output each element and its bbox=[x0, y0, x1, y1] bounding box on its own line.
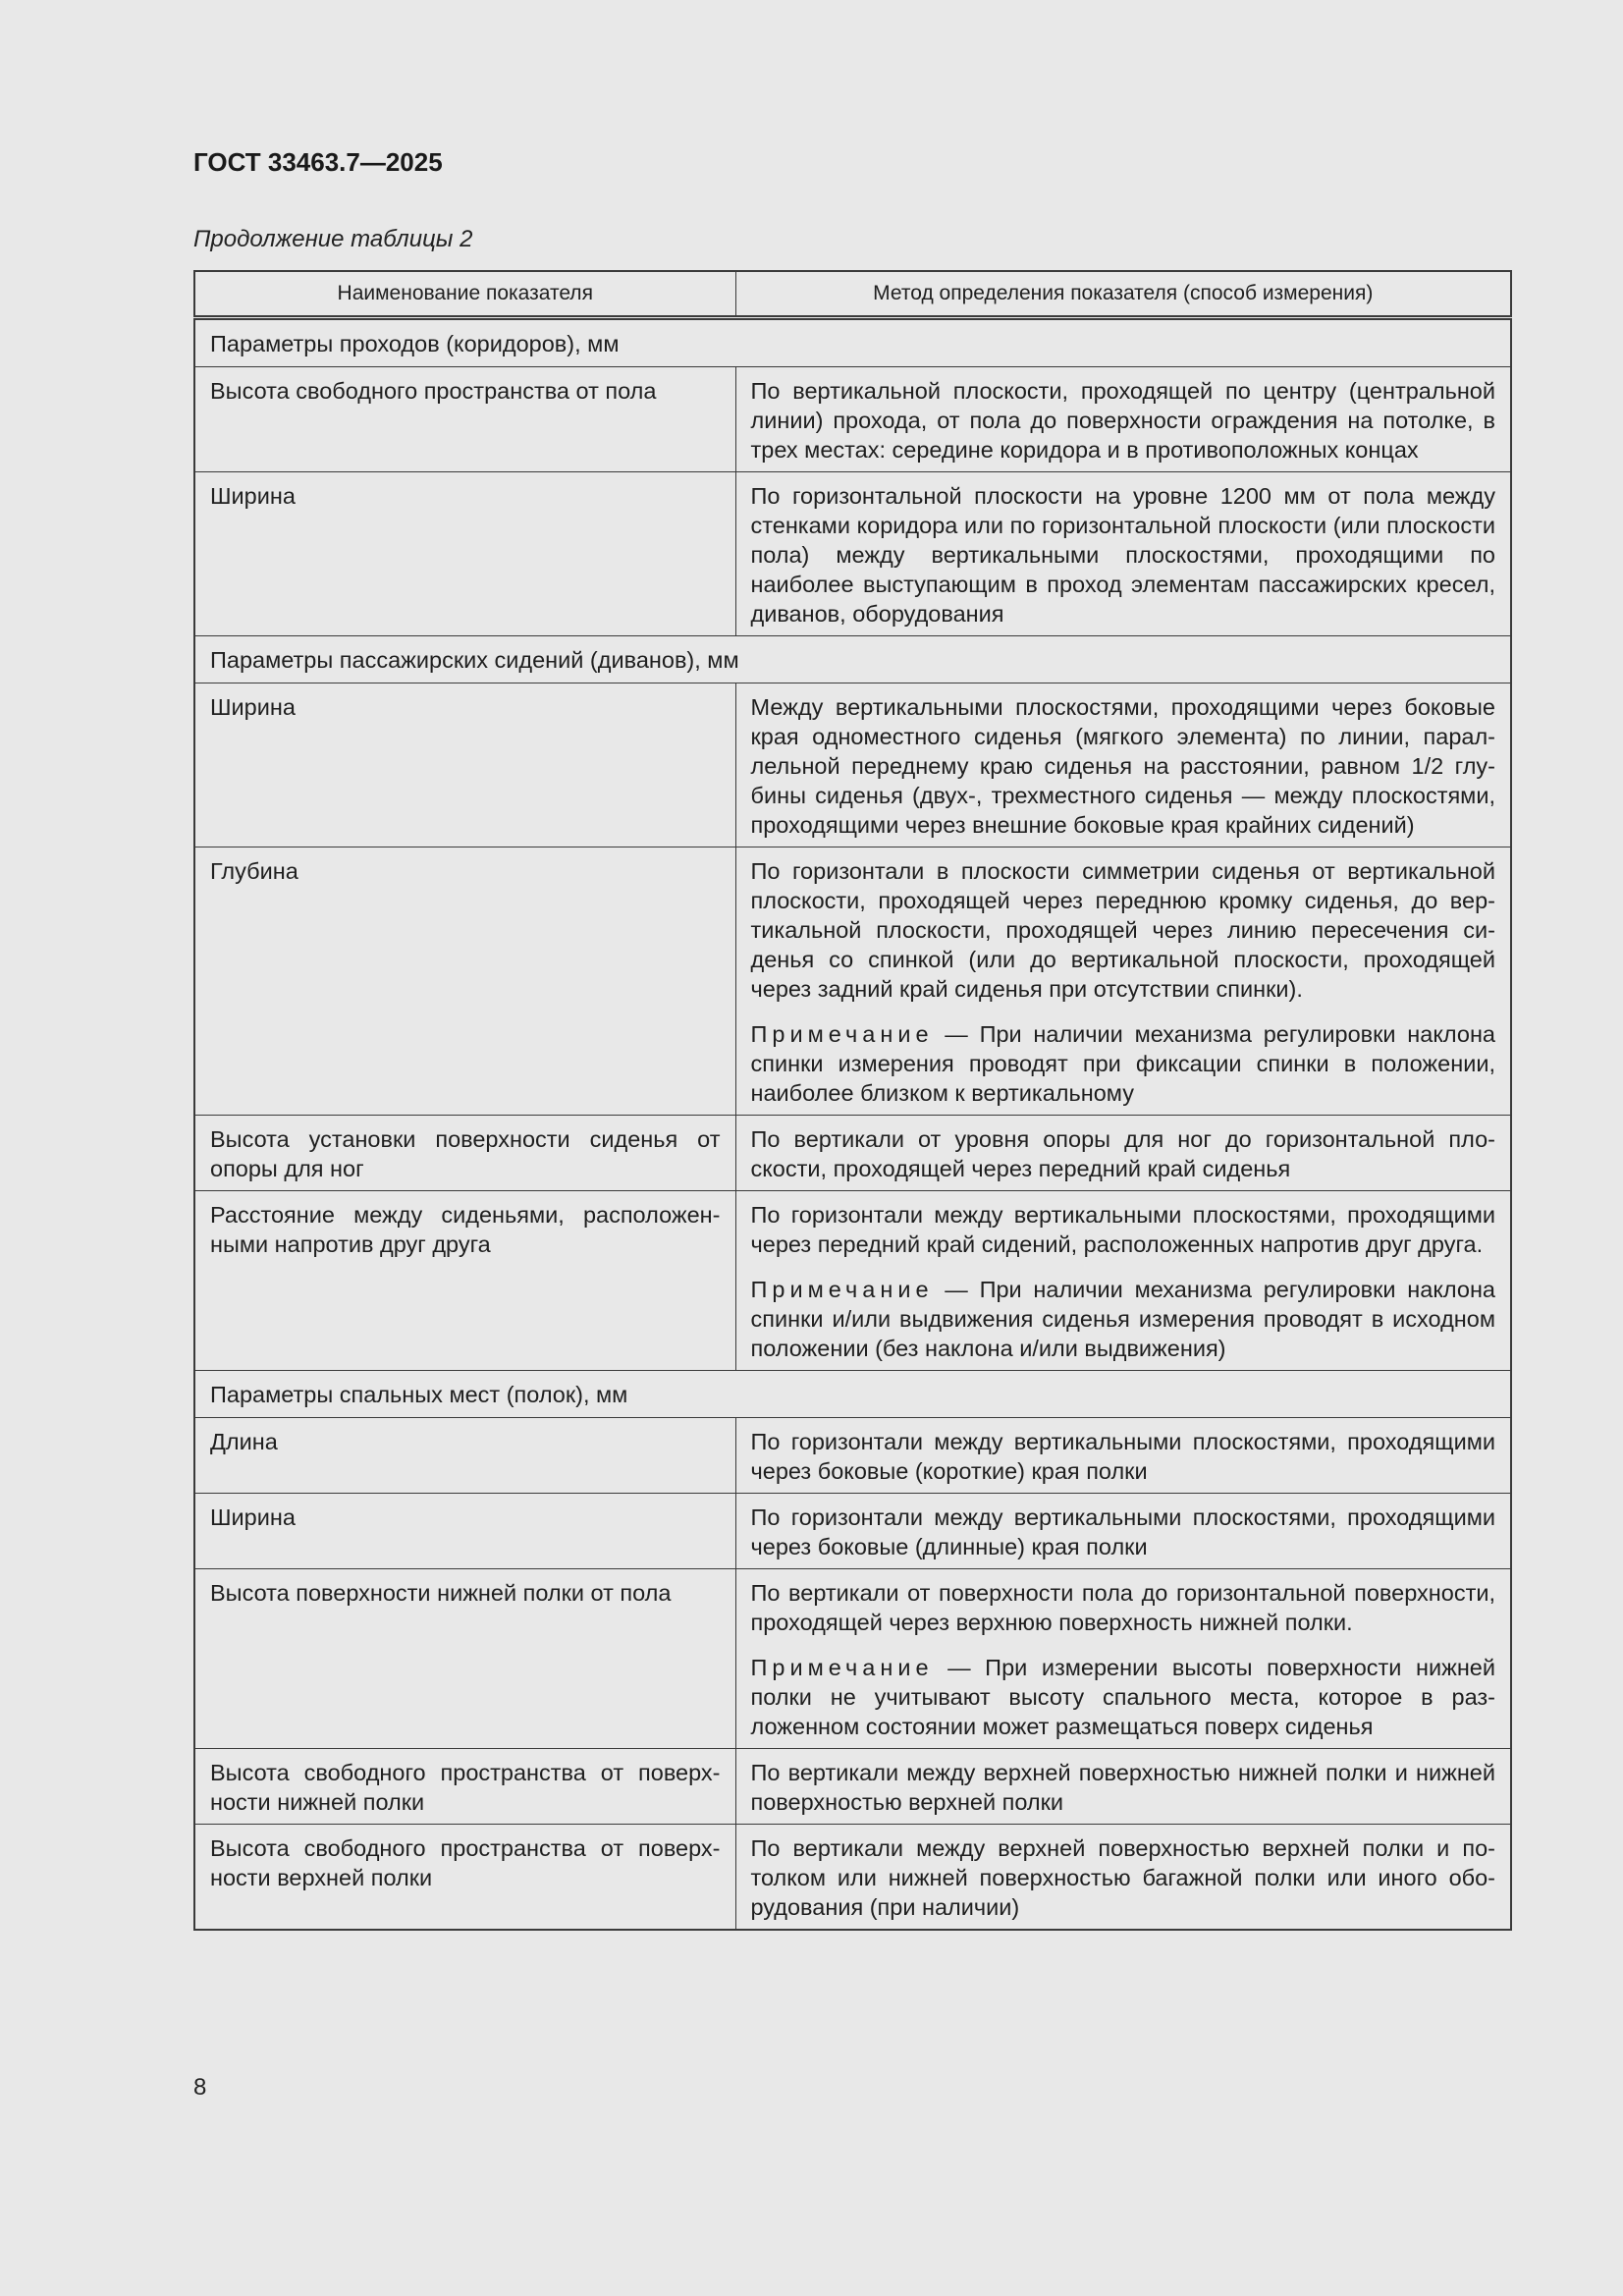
parameter-name: Длина bbox=[194, 1418, 735, 1494]
method-cell bbox=[735, 1569, 1511, 1749]
note-label: Примечание bbox=[750, 1021, 934, 1047]
table-row bbox=[194, 1825, 1511, 1931]
section-title: Параметры спальных мест (полок), мм bbox=[194, 1371, 1511, 1418]
note-text: — При наличии механизма регулировки наклона спинки и/или выдвижения сиденья измерения проводят в исходном положении (без наклона и/или выдвижения) bbox=[750, 1277, 1495, 1361]
section-title: Параметры пассажирских сидений (диванов), мм bbox=[194, 636, 1511, 683]
method-cell bbox=[735, 1825, 1511, 1931]
section-row bbox=[194, 318, 1511, 367]
section-row bbox=[194, 636, 1511, 683]
table-row bbox=[194, 1418, 1511, 1494]
method-text: По вертикали от уровня опоры для ног до горизонтальной плоскости, проходящей через передний край сиденья bbox=[750, 1126, 1495, 1181]
method-note bbox=[751, 1275, 1496, 1363]
parameter-name: Высота свободного пространства от поверхности нижней полки bbox=[194, 1749, 735, 1825]
table-row bbox=[194, 367, 1511, 472]
method-text: Между вертикальными плоскостями, проходящими через боковые края одноместного сиденья (мягкого элемента) по линии, параллельной переднему краю сиденья на расстоянии, равном 1/2 глубины сиденья (двух-, трехместного сиденья — между плоскостями, проходящими через внешние боковые края крайних сидений) bbox=[750, 694, 1495, 838]
parameter-name: Высота свободного пространства от поверхности верхней полки bbox=[194, 1825, 735, 1931]
parameter-name: Ширина bbox=[194, 683, 735, 847]
method-cell bbox=[735, 1494, 1511, 1569]
parameter-name: Ширина bbox=[194, 472, 735, 636]
table-row bbox=[194, 1494, 1511, 1569]
parameter-name: Высота поверхности нижней полки от пола bbox=[194, 1569, 735, 1749]
note-label: Примечание bbox=[750, 1277, 934, 1302]
table-row bbox=[194, 1116, 1511, 1191]
method-cell bbox=[735, 1191, 1511, 1371]
table-row bbox=[194, 683, 1511, 847]
method-text: По горизонтали в плоскости симметрии сиденья от вертикальной плоскости, проходящей через переднюю кромку сиденья, до вертикальной плоскости, проходящей через линию пересечения сиденья со спинкой (или до вертикальной плоскости, проходящей через задний край сиденья при отсутствии спинки). bbox=[750, 858, 1495, 1002]
method-cell bbox=[735, 683, 1511, 847]
table-caption: Продолжение таблицы 2 bbox=[193, 226, 473, 252]
method-text: По горизонтали между вертикальными плоскостями, проходящими через боковые (длинные) края полки bbox=[750, 1504, 1495, 1559]
method-cell bbox=[735, 847, 1511, 1116]
parameter-name: Ширина bbox=[194, 1494, 735, 1569]
note-label: Примечание bbox=[750, 1655, 934, 1680]
document-id: ГОСТ 33463.7—2025 bbox=[193, 147, 443, 177]
parameter-name: Высота свободного пространства от пола bbox=[194, 367, 735, 472]
method-text: По горизонтали между вертикальными плоскостями, проходящими через боковые (короткие) края полки bbox=[750, 1429, 1495, 1484]
method-note bbox=[751, 1653, 1496, 1741]
method-cell bbox=[735, 1418, 1511, 1494]
table-row bbox=[194, 472, 1511, 636]
parameter-name: Высота установки поверхности сиденья от опоры для ног bbox=[194, 1116, 735, 1191]
method-cell bbox=[735, 367, 1511, 472]
method-text: По горизонтальной плоскости на уровне 1200 мм от пола между стенками коридора или по горизонтальной плоскости (или плоскости пола) между вертикальными плоскостями, проходящими по наиболее выступающим в проход элементам пассажирских кресел, диванов, оборудования bbox=[750, 483, 1495, 627]
section-row bbox=[194, 1371, 1511, 1418]
table-header-row bbox=[194, 271, 1511, 318]
method-text: По вертикали между верхней поверхностью нижней полки и нижней поверхностью верхней полки bbox=[750, 1760, 1495, 1815]
parameter-name: Расстояние между сиденьями, расположенными напротив друг друга bbox=[194, 1191, 735, 1371]
method-note bbox=[751, 1019, 1496, 1108]
parameter-name: Глубина bbox=[194, 847, 735, 1116]
table-row bbox=[194, 847, 1511, 1116]
method-text: По вертикальной плоскости, проходящей по центру (центральной линии) прохода, от пола до поверхности ограждения на потолке, в трех местах: середине коридора и в противоположных концах bbox=[750, 378, 1495, 463]
page-number: 8 bbox=[193, 2074, 207, 2101]
table-row bbox=[194, 1191, 1511, 1371]
method-cell bbox=[735, 1749, 1511, 1825]
method-text: По горизонтали между вертикальными плоскостями, проходящими через передний край сидений, расположенных напротив друг друга. bbox=[750, 1202, 1495, 1257]
column-header-name: Наименование показателя bbox=[194, 271, 735, 318]
table-row bbox=[194, 1749, 1511, 1825]
note-text: — При наличии механизма регулировки наклона спинки измерения проводят при фиксации спинки в положении, наиболее близком к вертикальному bbox=[750, 1021, 1495, 1106]
note-text: — При измерении высоты поверхности нижней полки не учитывают высоту спального места, которое в разложенном состоянии может размещаться поверх сиденья bbox=[750, 1655, 1495, 1739]
table-body bbox=[194, 318, 1511, 1931]
method-cell bbox=[735, 472, 1511, 636]
section-title: Параметры проходов (коридоров), мм bbox=[194, 318, 1511, 367]
method-cell bbox=[735, 1116, 1511, 1191]
table-row bbox=[194, 1569, 1511, 1749]
parameters-table bbox=[193, 270, 1512, 1931]
method-text: По вертикали от поверхности пола до горизонтальной поверхности, проходящей через верхнюю поверхность нижней полки. bbox=[750, 1580, 1495, 1635]
column-header-method: Метод определения показателя (способ измерения) bbox=[735, 271, 1511, 318]
method-text: По вертикали между верхней поверхностью верхней полки и потолком или нижней поверхностью багажной полки или иного оборудования (при наличии) bbox=[750, 1835, 1495, 1920]
